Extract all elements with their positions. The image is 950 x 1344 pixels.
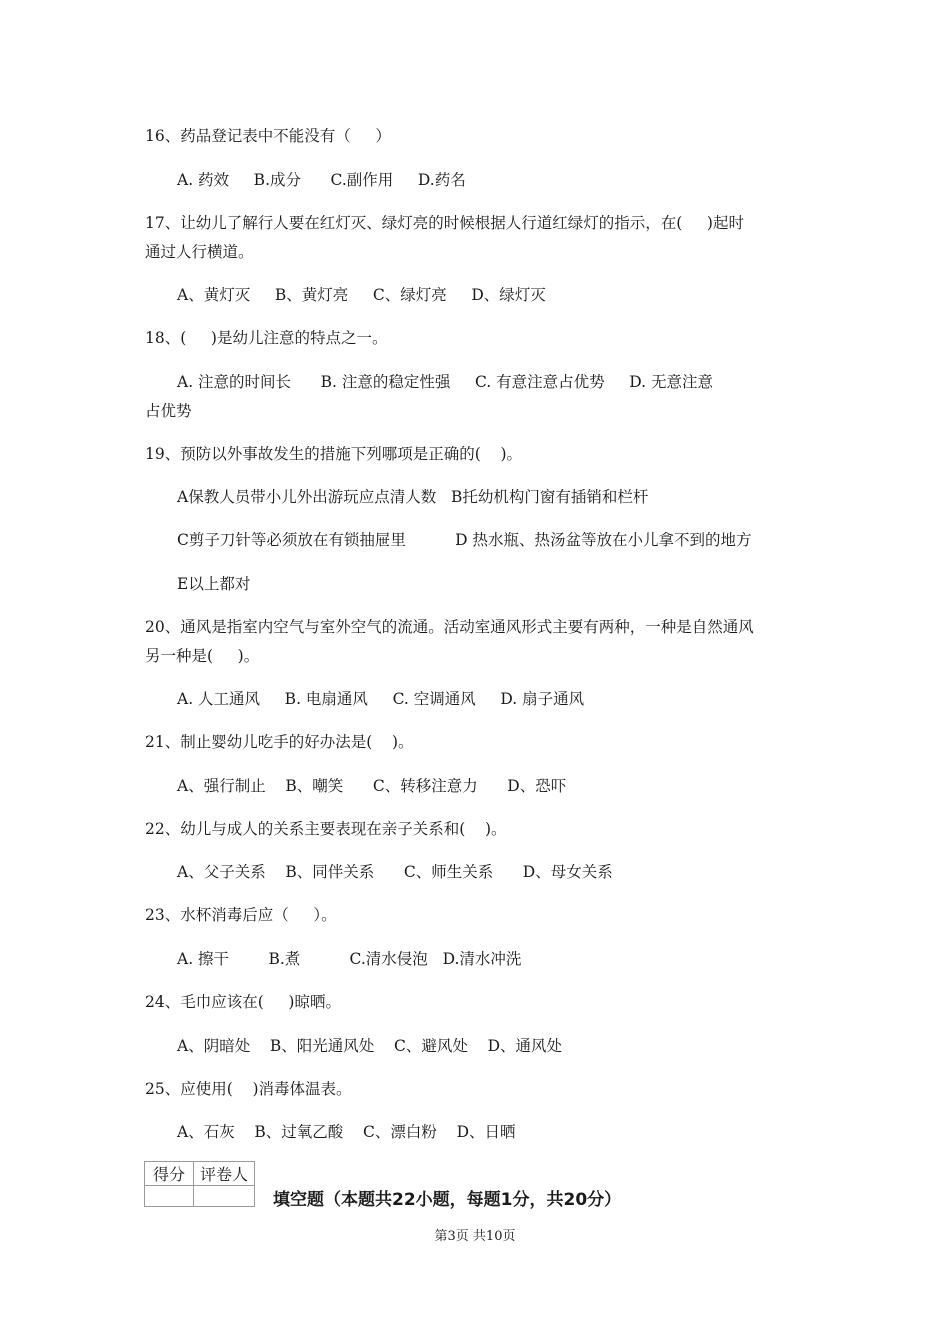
question-23-options: A. 擦干 B.煮 C.清水侵泡 D.清水冲洗 xyxy=(177,950,522,968)
grader-cell xyxy=(194,1186,255,1207)
section-title: 填空题（本题共22小题，每题1分，共20分） xyxy=(273,1190,622,1210)
grader-header: 评卷人 xyxy=(194,1162,255,1186)
question-19: 19、预防以外事故发生的措施下列哪项是正确的( )。 xyxy=(145,445,523,463)
score-header: 得分 xyxy=(145,1162,194,1186)
question-24: 24、毛巾应该在( )晾晒。 xyxy=(145,993,341,1011)
page-footer: 第3页 共10页 xyxy=(434,1229,516,1244)
question-25-options: A、石灰 B、过氧乙酸 C、漂白粉 D、日晒 xyxy=(177,1123,516,1141)
question-22: 22、幼儿与成人的关系主要表现在亲子关系和( )。 xyxy=(145,820,507,838)
question-18-options: A. 注意的时间长 B. 注意的稳定性强 C. 有意注意占优势 D. 无意注意 xyxy=(177,373,714,391)
question-19-option-cd: C剪子刀针等必须放在有锁抽屉里 D 热水瓶、热汤盆等放在小儿拿不到的地方 xyxy=(177,531,752,549)
question-23: 23、水杯消毒后应（ ）。 xyxy=(145,906,337,924)
question-19-option-e: E以上都对 xyxy=(177,575,251,593)
question-21-options: A、强行制止 B、嘲笑 C、转移注意力 D、恐吓 xyxy=(177,777,567,795)
score-table xyxy=(144,1161,255,1207)
question-20-options: A. 人工通风 B. 电扇通风 C. 空调通风 D. 扇子通风 xyxy=(177,690,585,708)
question-20: 20、通风是指室内空气与室外空气的流通。活动室通风形式主要有两种，一种是自然通风 xyxy=(145,618,754,636)
question-19-option-ab: A保教人员带小儿外出游玩应点清人数 B托幼机构门窗有插销和栏杆 xyxy=(177,488,649,506)
question-18: 18、( )是幼儿注意的特点之一。 xyxy=(145,329,388,347)
question-17-cont: 通过人行横道。 xyxy=(145,243,254,261)
question-22-options: A、父子关系 B、同伴关系 C、师生关系 D、母女关系 xyxy=(177,863,613,881)
question-20-cont: 另一种是( )。 xyxy=(145,647,260,665)
question-17-options: A、黄灯灭 B、黄灯亮 C、绿灯亮 D、绿灯灭 xyxy=(177,286,546,304)
score-cell xyxy=(145,1186,194,1207)
question-16: 16、药品登记表中不能没有（ ） xyxy=(145,127,391,145)
question-24-options: A、阴暗处 B、阳光通风处 C、避风处 D、通风处 xyxy=(177,1037,562,1055)
question-21: 21、制止婴幼儿吃手的好办法是( )。 xyxy=(145,733,414,751)
question-16-options: A. 药效 B.成分 C.副作用 D.药名 xyxy=(177,171,466,189)
question-25: 25、应使用( )消毒体温表。 xyxy=(145,1080,352,1098)
question-18-options-cont: 占优势 xyxy=(145,402,192,420)
question-17: 17、让幼儿了解行人要在红灯灭、绿灯亮的时候根据人行道红绿灯的指示，在( )起时 xyxy=(145,214,744,232)
